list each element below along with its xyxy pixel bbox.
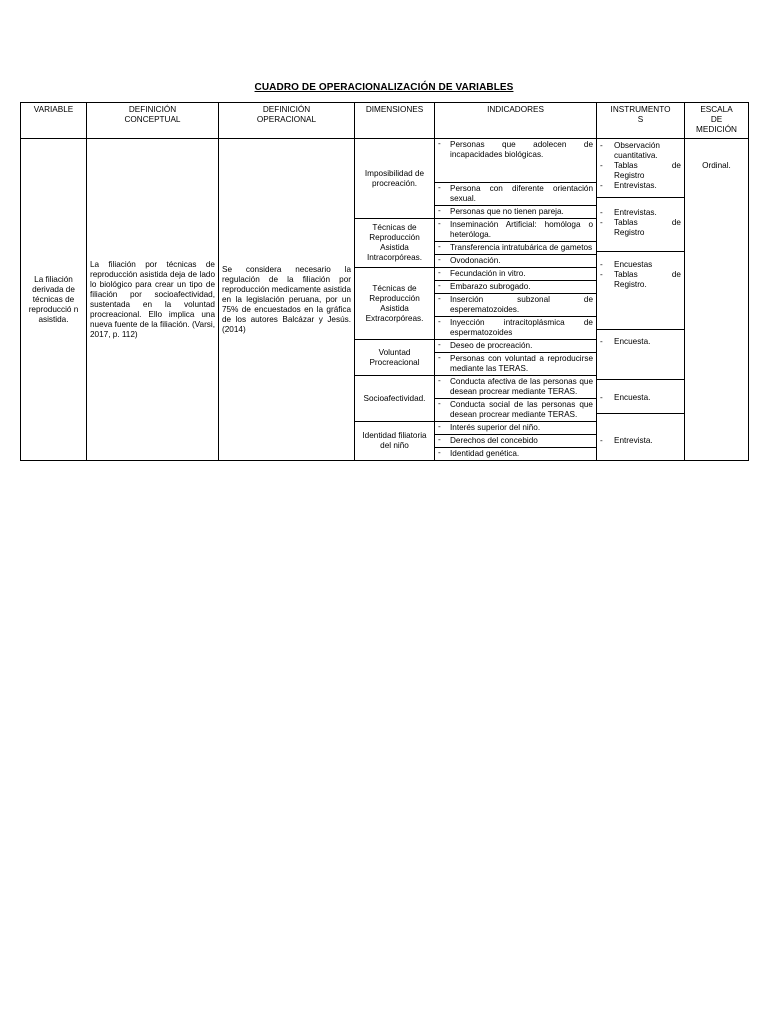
header-escala: ESCALA DE MEDICIÓN bbox=[685, 103, 749, 139]
dimension-cell: Voluntad Procreacional bbox=[355, 340, 435, 376]
indicator-cell: - Interés superior del niño. bbox=[435, 422, 597, 435]
indicator-text: Identidad genética. bbox=[450, 449, 520, 458]
instrument-text: Entrevistas. bbox=[614, 208, 657, 217]
indicator-cell: - Derechos del concebido bbox=[435, 435, 597, 448]
indicator-cell: - Deseo de procreación. bbox=[435, 340, 597, 353]
header-definicion-conceptual: DEFINICIÓN CONCEPTUAL bbox=[87, 103, 219, 139]
operationalization-table bbox=[20, 102, 749, 461]
definicion-conceptual-cell: La filiación por técnicas de reproducción asistida deja de lado lo biológico para crear un tipo de filiación por socioafectividad, sustentada en la voluntad procreacional. Ello implica una nueva fuente de la filiación. (Varsi, 2017, p. 112) bbox=[87, 139, 219, 461]
indicator-cell: - Conducta social de las personas que desean procrear mediante TERAS. bbox=[435, 399, 597, 422]
indicator-text: Fecundación in vitro. bbox=[450, 269, 526, 278]
indicator-text: Inseminación Artificial: homóloga o heteróloga. bbox=[450, 220, 593, 239]
instrument-block: - Encuestas - Tablas de Registro. bbox=[597, 251, 684, 290]
document-title: CUADRO DE OPERACIONALIZACIÓN DE VARIABLES bbox=[254, 82, 514, 93]
dimension-cell: Técnicas de Reproducción Asistida Extracorpóreas. bbox=[355, 268, 435, 340]
indicator-text: Transferencia intratubárica de gametos bbox=[450, 243, 593, 252]
instrument-text: Tablas de Registro bbox=[614, 161, 681, 180]
instrument-block: - Encuesta. bbox=[597, 379, 684, 403]
instrument-text: Encuestas bbox=[614, 260, 653, 269]
indicator-text: Interés superior del niño. bbox=[450, 423, 541, 432]
definicion-operacional-cell: Se considera necesario la regulación de la filiación por reproducción medicamente asistida en la legislación peruana, por un 75% de encuestados en la gráfica de los autores Balcázar y Jesús. (2014) bbox=[219, 139, 355, 461]
indicator-cell: - Fecundación in vitro. bbox=[435, 268, 597, 281]
indicator-cell: - Personas que adolecen de incapacidades biológicas. bbox=[435, 139, 597, 183]
indicator-cell: - Transferencia intratubárica de gametos bbox=[435, 242, 597, 255]
indicator-cell: - Inserción subzonal de esperematozoides. bbox=[435, 294, 597, 317]
indicator-text: Embarazo subrogado. bbox=[450, 282, 531, 291]
indicator-cell: - Conducta afectiva de las personas que desean procrear mediante TERAS. bbox=[435, 376, 597, 399]
table-row bbox=[21, 139, 749, 183]
instrument-block: - Entrevistas. - Tablas de Registro bbox=[597, 197, 684, 238]
indicator-text: Persona con diferente orientación sexual. bbox=[450, 184, 593, 203]
instrument-block: - Entrevista. bbox=[597, 413, 684, 446]
escala-cell: Ordinal. bbox=[685, 139, 749, 461]
dimension-cell: Imposibilidad de procreación. bbox=[355, 139, 435, 219]
indicator-text: Conducta afectiva de las personas que desean procrear mediante TERAS. bbox=[450, 377, 593, 396]
instrument-text: Entrevista. bbox=[614, 436, 653, 445]
indicator-cell: - Ovodonación. bbox=[435, 255, 597, 268]
instrument-block: - Observación cuantitativa. - Tablas de Registro - Entrevistas. bbox=[600, 141, 681, 190]
dimension-cell: Identidad filiatoria del niño bbox=[355, 422, 435, 461]
instrument-text: Tablas de Registro. bbox=[614, 270, 681, 289]
instrument-text: Tablas de Registro bbox=[614, 218, 681, 237]
instrument-text: Encuesta. bbox=[614, 393, 651, 402]
indicator-cell: - Embarazo subrogado. bbox=[435, 281, 597, 294]
indicator-cell: - Inseminación Artificial: homóloga o heteróloga. bbox=[435, 219, 597, 242]
indicator-text: Derechos del concebido bbox=[450, 436, 538, 445]
instrument-text: Encuesta. bbox=[614, 337, 651, 346]
dimension-cell: Técnicas de Reproducción Asistida Intracorpóreas. bbox=[355, 219, 435, 268]
dimension-cell: Socioafectividad. bbox=[355, 376, 435, 422]
indicator-cell: - Identidad genética. bbox=[435, 448, 597, 461]
header-definicion-operacional: DEFINICIÓN OPERACIONAL bbox=[219, 103, 355, 139]
indicator-text: Ovodonación. bbox=[450, 256, 501, 265]
instrument-block: - Encuesta. bbox=[597, 329, 684, 347]
instrumentos-cell bbox=[597, 139, 685, 461]
indicator-cell: - Personas que no tienen pareja. bbox=[435, 206, 597, 219]
header-indicadores: INDICADORES bbox=[435, 103, 597, 139]
indicator-text: Personas que no tienen pareja. bbox=[450, 207, 564, 216]
header-instrumentos: INSTRUMENTO S bbox=[597, 103, 685, 139]
indicator-text: Inyección intracitoplásmica de espermatozoides bbox=[450, 318, 593, 337]
indicator-text: Personas que adolecen de incapacidades biológicas. bbox=[450, 140, 593, 159]
indicator-cell: - Persona con diferente orientación sexual. bbox=[435, 183, 597, 206]
indicator-text: Inserción subzonal de esperematozoides. bbox=[450, 295, 593, 314]
header-dimensiones: DIMENSIONES bbox=[355, 103, 435, 139]
header-row bbox=[21, 103, 749, 139]
indicator-text: Deseo de procreación. bbox=[450, 341, 533, 350]
header-variable: VARIABLE bbox=[21, 103, 87, 139]
indicator-cell: - Inyección intracitoplásmica de espermatozoides bbox=[435, 317, 597, 340]
instrument-text: Entrevistas. bbox=[614, 181, 657, 190]
indicator-cell: - Personas con voluntad a reproducirse mediante las TERAS. bbox=[435, 353, 597, 376]
instrument-text: Observación cuantitativa. bbox=[614, 141, 660, 160]
variable-cell: La filiación derivada de técnicas de reproducció n asistida. bbox=[21, 139, 87, 461]
indicator-text: Conducta social de las personas que desean procrear mediante TERAS. bbox=[450, 400, 593, 419]
indicator-text: Personas con voluntad a reproducirse mediante las TERAS. bbox=[450, 354, 593, 373]
